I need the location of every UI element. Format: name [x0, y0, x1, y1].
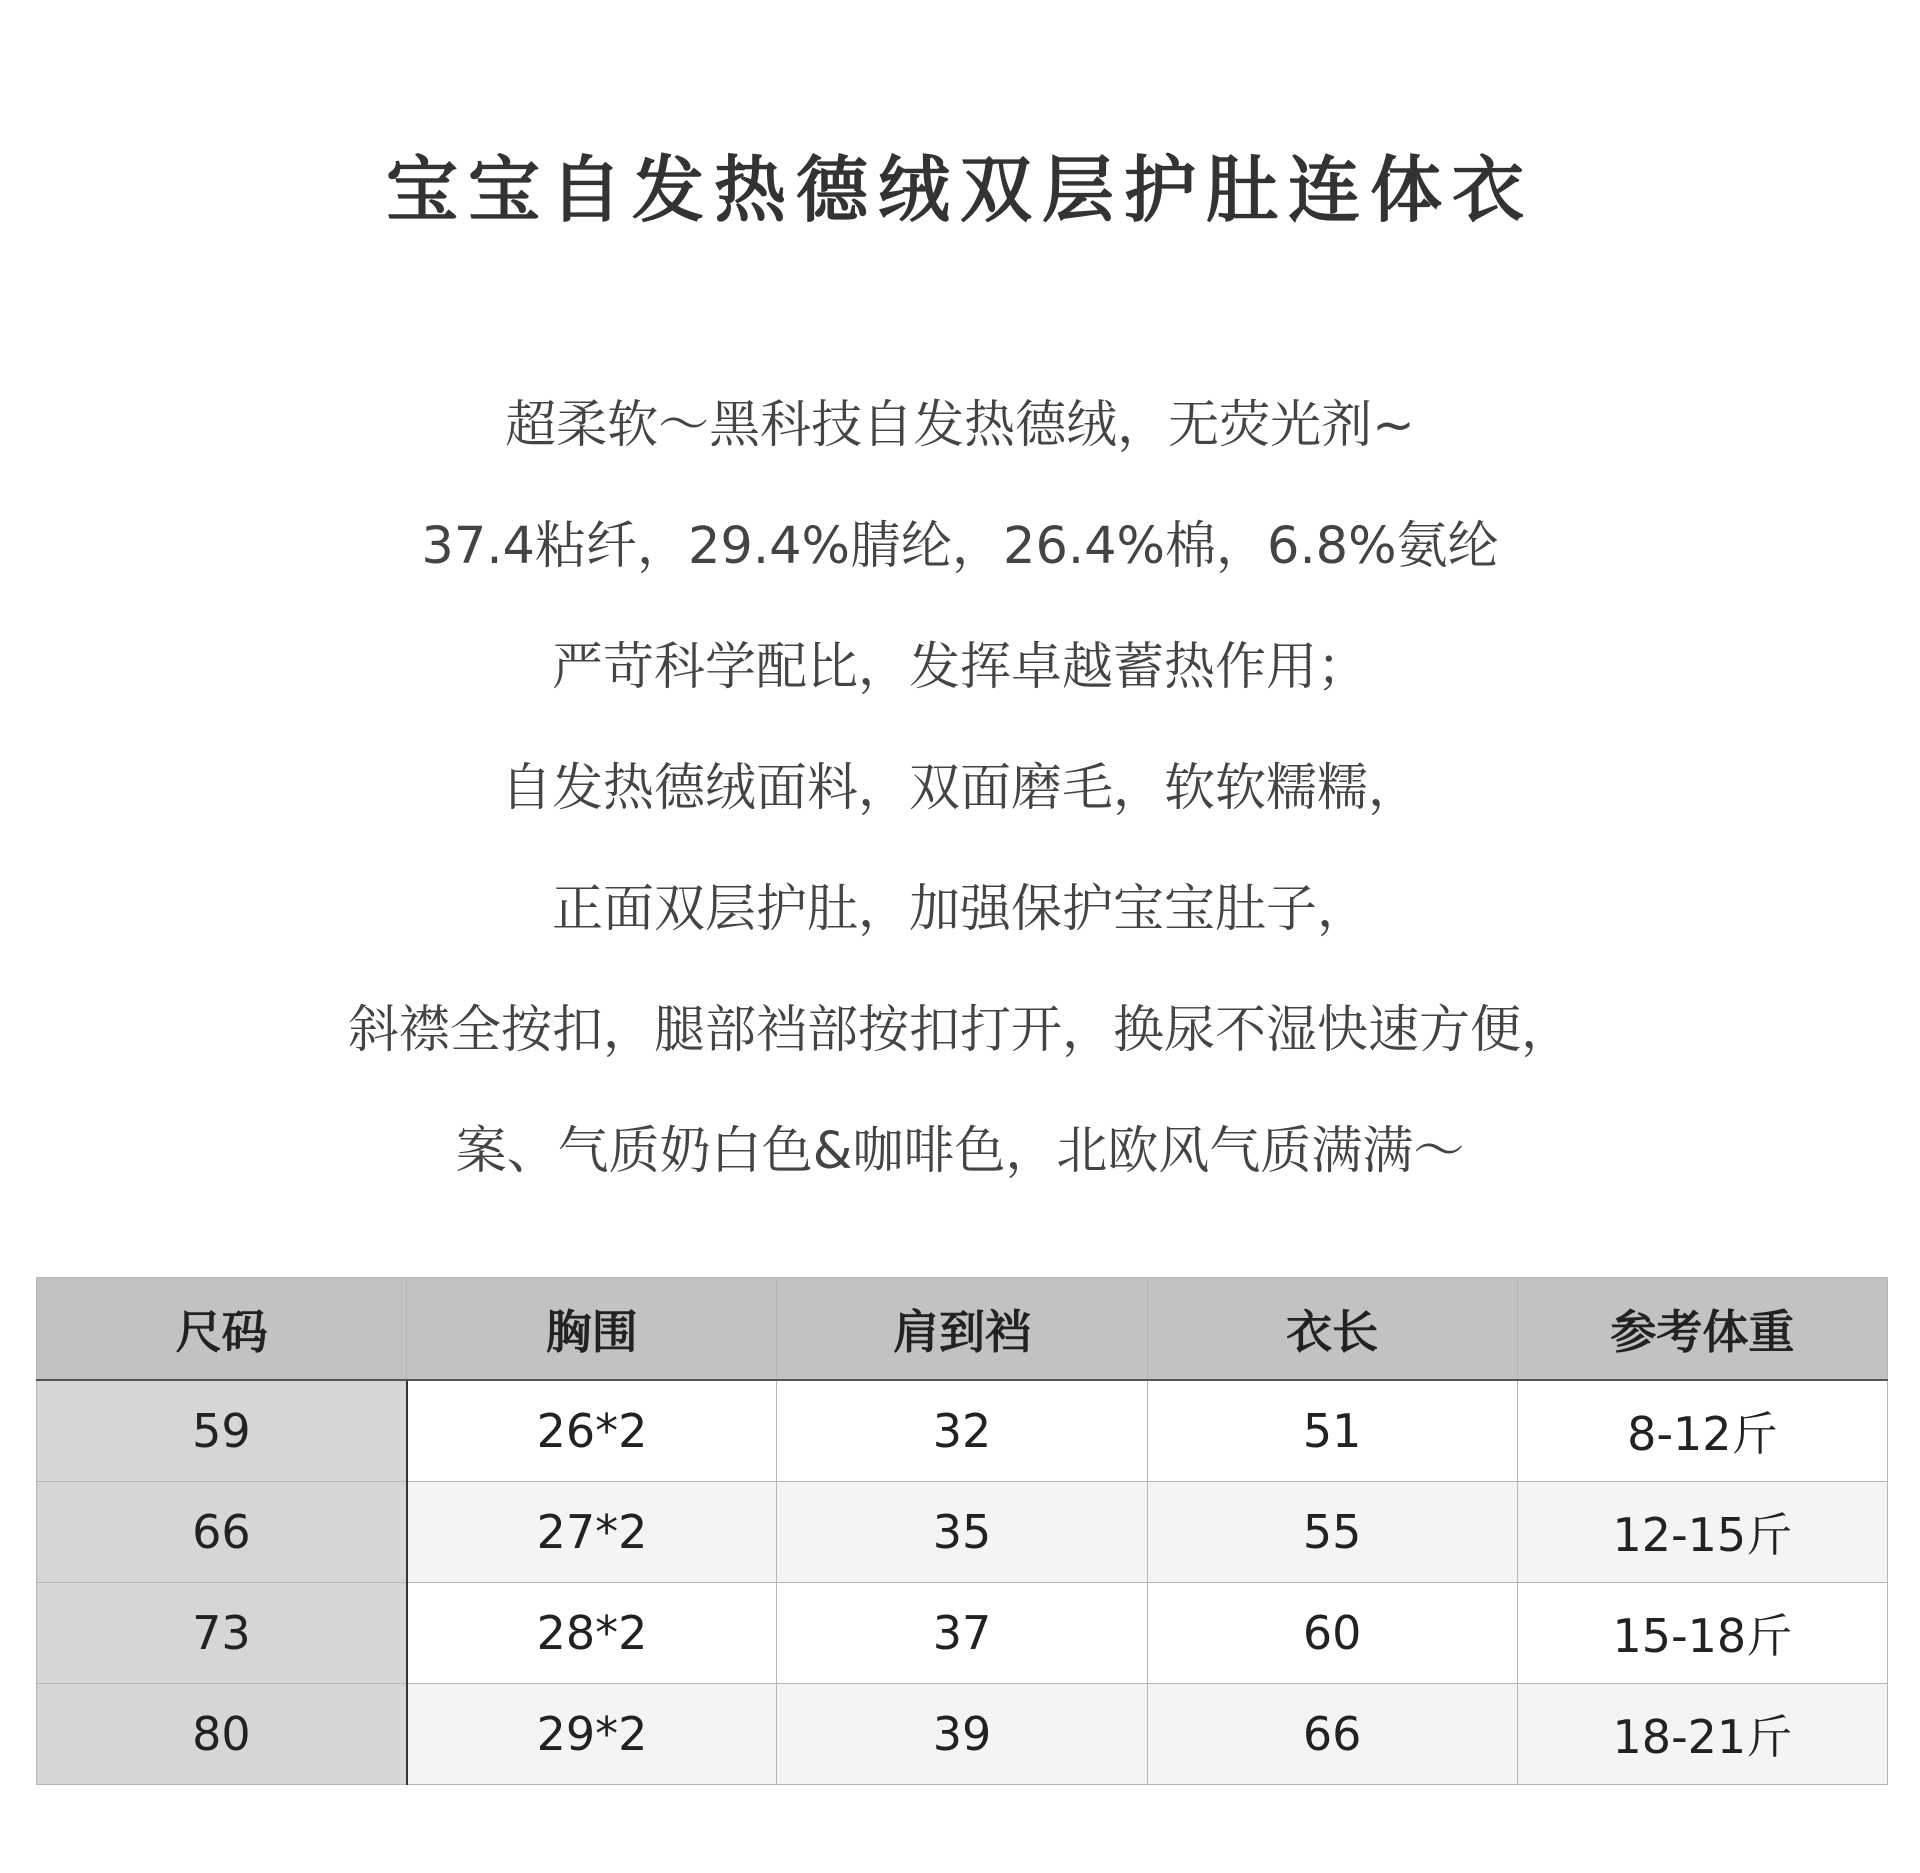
- cell-length: 51: [1147, 1380, 1517, 1482]
- description-line: 自发热德绒面料，双面磨毛，软软糯糯，: [500, 759, 1419, 818]
- cell-length: 55: [1147, 1482, 1517, 1583]
- product-title: 宝宝自发热德绒双层护肚连体衣: [385, 148, 1534, 232]
- cell-shoulder-to-crotch: 35: [777, 1482, 1147, 1583]
- header-shoulder-to-crotch: 肩到裆: [777, 1278, 1147, 1381]
- cell-weight: 18-21斤: [1517, 1684, 1887, 1785]
- cell-length: 66: [1147, 1684, 1517, 1785]
- cell-shoulder-to-crotch: 37: [777, 1583, 1147, 1684]
- table-row: [37, 1482, 1888, 1583]
- table-row: [37, 1684, 1888, 1785]
- cell-weight: 12-15斤: [1517, 1482, 1887, 1583]
- size-chart-table: [36, 1277, 1888, 1785]
- description-line: 斜襟全按扣，腿部裆部按扣打开，换尿不湿快速方便，: [347, 1001, 1572, 1060]
- cell-shoulder-to-crotch: 32: [777, 1380, 1147, 1482]
- header-chest: 胸围: [407, 1278, 777, 1381]
- description-line: 案、气质奶白色&咖啡色，北欧风气质满满～: [455, 1122, 1465, 1181]
- header-length: 衣长: [1147, 1278, 1517, 1381]
- product-description: [0, 365, 1920, 1212]
- cell-weight: 8-12斤: [1517, 1380, 1887, 1482]
- cell-chest: 26*2: [407, 1380, 777, 1482]
- header-weight: 参考体重: [1517, 1278, 1887, 1381]
- description-line: 正面双层护肚，加强保护宝宝肚子，: [551, 880, 1368, 939]
- cell-length: 60: [1147, 1583, 1517, 1684]
- cell-size: 73: [37, 1583, 407, 1684]
- header-size: 尺码: [37, 1278, 407, 1381]
- table-row: [37, 1380, 1888, 1482]
- table-header-row: [37, 1278, 1888, 1381]
- table-row: [37, 1583, 1888, 1684]
- description-line: 超柔软～黑科技自发热德绒，无荧光剂~: [505, 396, 1415, 455]
- cell-chest: 27*2: [407, 1482, 777, 1583]
- cell-shoulder-to-crotch: 39: [777, 1684, 1147, 1785]
- cell-weight: 15-18斤: [1517, 1583, 1887, 1684]
- cell-size: 59: [37, 1380, 407, 1482]
- description-line: 37.4粘纤，29.4%腈纶，26.4%棉，6.8%氨纶: [421, 517, 1499, 576]
- cell-chest: 29*2: [407, 1684, 777, 1785]
- cell-chest: 28*2: [407, 1583, 777, 1684]
- cell-size: 80: [37, 1684, 407, 1785]
- cell-size: 66: [37, 1482, 407, 1583]
- description-line: 严苛科学配比，发挥卓越蓄热作用；: [551, 638, 1368, 697]
